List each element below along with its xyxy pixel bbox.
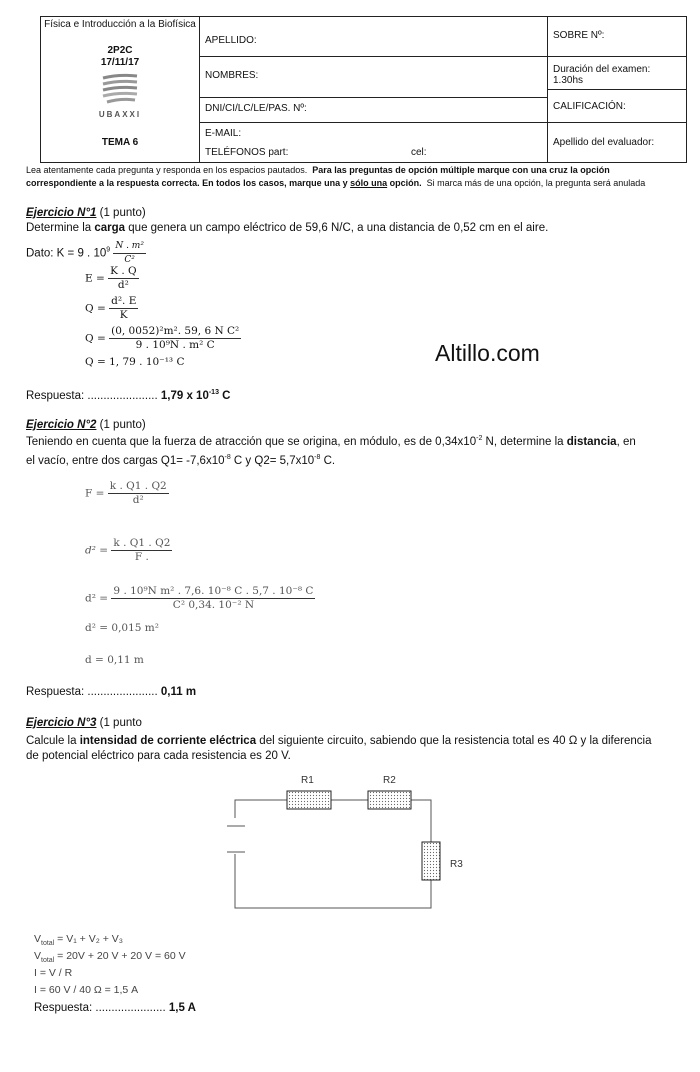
ej1-f1-num: K . Q bbox=[110, 265, 137, 277]
calificacion-label: CALIFICACIÓN: bbox=[553, 101, 626, 112]
ej1-f4-val: 1, 79 . 10⁻¹³ C bbox=[109, 356, 185, 368]
ej3-s1-v: V bbox=[34, 933, 42, 945]
ej2-formula-3 bbox=[85, 585, 315, 612]
wire-bottom bbox=[235, 854, 431, 908]
ej1-f1-lhs: E = bbox=[85, 272, 105, 285]
ej1-f2-frac bbox=[109, 295, 138, 322]
ej2-answer-value: 0,11 m bbox=[160, 686, 197, 698]
instructions-text: Lea atentamente cada pregunta y responda en los espacios pautados. bbox=[26, 165, 308, 175]
nombres-label: NOMBRES: bbox=[205, 70, 259, 81]
ej1-f2-den: K bbox=[119, 309, 128, 321]
ej2-f1-den: d² bbox=[132, 494, 144, 506]
dni-label: DNI/CI/LC/LE/PAS. Nº: bbox=[205, 103, 307, 114]
ej2-f1-lhs: F = bbox=[85, 487, 105, 500]
ej3-s2-sub: total bbox=[41, 957, 55, 965]
ej3-points: (1 punto bbox=[99, 717, 142, 729]
ej2-f1-num: k . Q1 . Q2 bbox=[109, 480, 167, 492]
instructions-line-1 bbox=[26, 165, 610, 175]
ej1-dato-text: Dato: K = 9 . 10 bbox=[26, 247, 107, 260]
ej2-answer bbox=[26, 686, 196, 698]
ej3-s1-rest: = V₁ + V₂ + V₃ bbox=[54, 933, 124, 945]
ej2-q1-mid: N, determine la bbox=[482, 435, 567, 448]
ej2-f1-frac bbox=[108, 480, 169, 507]
ej1-formula-4 bbox=[85, 356, 185, 368]
ej1-dato-frac bbox=[113, 240, 146, 267]
ej3-answer bbox=[34, 1002, 196, 1014]
apellido-label: APELLIDO: bbox=[205, 35, 257, 46]
ej1-f3-lhs: Q = bbox=[85, 332, 106, 345]
circuit-diagram bbox=[225, 770, 485, 915]
telefonos-label: TELÉFONOS part: bbox=[205, 147, 289, 158]
ej2-f2-den: F . bbox=[134, 551, 149, 563]
ej3-q1-bold: intensidad de corriente eléctrica bbox=[79, 735, 257, 747]
ej2-f3-lhs: d² = bbox=[85, 592, 109, 605]
ej1-f4-lhs: Q = bbox=[85, 356, 106, 368]
instructions-bold-2: correspondiente a la respuesta correcta. En todos los casos, marque una y bbox=[26, 178, 351, 188]
ej2-q2-exp2: -8 bbox=[314, 454, 321, 461]
ej3-q1-pre: Calcule la bbox=[26, 735, 80, 747]
r3-label: R3 bbox=[450, 859, 463, 870]
resistor-r3 bbox=[422, 842, 440, 880]
ej2-f3-den: C² 0,34. 10⁻² N bbox=[172, 599, 255, 611]
logo-text: UBAXXI bbox=[98, 110, 142, 119]
ej1-answer-unit: C bbox=[218, 389, 231, 402]
ej2-formula-4: d² = 0,015 m² bbox=[85, 622, 159, 634]
ej2-q1-pre: Teniendo en cuenta que la fuerza de atracción que se origina, en módulo, es de 0,34x10 bbox=[26, 435, 477, 448]
ej1-points: (1 punto) bbox=[99, 207, 146, 219]
ej1-formula-3 bbox=[85, 325, 241, 352]
ej1-dato bbox=[26, 240, 146, 267]
ej3-q1-post: del siguiente circuito, sabiendo que la resistencia total es 40 Ω y la diferencia bbox=[256, 735, 652, 747]
ej3-heading bbox=[26, 717, 142, 729]
header-table bbox=[40, 16, 687, 163]
ej2-q2-c: C. bbox=[320, 454, 336, 467]
ej1-f2-num: d². E bbox=[111, 295, 137, 307]
watermark: Altillo.com bbox=[435, 340, 540, 366]
ej2-q1-post: , en bbox=[616, 435, 636, 448]
ej2-f2-frac bbox=[111, 537, 172, 564]
ej1-f2-lhs: Q = bbox=[85, 302, 106, 315]
ej1-answer-value: 1,79 x 10 bbox=[160, 389, 209, 402]
email-label: E-MAIL: bbox=[205, 128, 242, 139]
ej2-q2-a: el vacío, entre dos cargas Q1= -7,6x10 bbox=[26, 454, 225, 467]
ej1-question bbox=[26, 222, 548, 234]
resistor-r1 bbox=[287, 791, 331, 809]
r1-label: R1 bbox=[301, 775, 314, 786]
ej1-f3-frac bbox=[109, 325, 241, 352]
instructions-warning: Si marca más de una opción, la pregunta será anulada bbox=[426, 178, 646, 188]
ej2-question-1 bbox=[26, 435, 636, 448]
ej2-title: Ejercicio N°2 bbox=[26, 419, 97, 431]
ej2-f2-num: k . Q1 . Q2 bbox=[113, 537, 171, 549]
r2-label: R2 bbox=[383, 775, 396, 786]
ej2-f2-lhs: d² = bbox=[85, 544, 109, 557]
instructions-bold: Para las preguntas de opción múltiple marque con una cruz la opción bbox=[312, 165, 610, 175]
ej3-s2-rest: = 20V + 20 V + 20 V = 60 V bbox=[54, 950, 186, 962]
ej2-q1-exp: -2 bbox=[476, 435, 483, 442]
ej2-q2-b: C y Q2= 5,7x10 bbox=[230, 454, 315, 467]
exam-date: 17/11/17 bbox=[100, 57, 140, 68]
ej1-formula-1 bbox=[85, 265, 139, 292]
ej3-s2-v: V bbox=[34, 950, 42, 962]
instructions-bold-3: opción. bbox=[387, 178, 422, 188]
ej1-answer bbox=[26, 389, 230, 402]
course-name: Física e Introducción a la Biofísica bbox=[44, 19, 196, 30]
ej3-step-1 bbox=[34, 933, 123, 947]
ej3-s1-sub: total bbox=[41, 940, 55, 948]
ej3-step-4: I = 60 V / 40 Ω = 1,5 A bbox=[34, 984, 139, 996]
instructions-line-2 bbox=[26, 178, 645, 188]
resistor-r2 bbox=[368, 791, 411, 809]
ej3-answer-value: 1,5 A bbox=[168, 1002, 196, 1014]
ej2-formula-2 bbox=[85, 537, 172, 564]
sobre-label: SOBRE Nº: bbox=[553, 30, 605, 41]
wire-top-left bbox=[235, 800, 287, 818]
ej1-answer-label: Respuesta: ...................... bbox=[26, 389, 158, 402]
ej1-q-pre: Determine la bbox=[26, 222, 95, 234]
ej1-f3-num: (0, 0052)²m². 59, 6 N C² bbox=[111, 325, 240, 337]
ej3-title: Ejercicio N°3 bbox=[26, 717, 97, 729]
ej1-q-post: que genera un campo eléctrico de 59,6 N/C, a una distancia de 0,52 cm en el aire. bbox=[125, 222, 549, 234]
ej1-formula-2 bbox=[85, 295, 138, 322]
ej2-heading bbox=[26, 419, 146, 431]
wire-right bbox=[411, 800, 431, 842]
ej3-answer-label: Respuesta: ...................... bbox=[34, 1002, 166, 1014]
ej1-heading bbox=[26, 207, 146, 219]
ej1-answer-exp: -13 bbox=[208, 389, 219, 396]
evaluador-label: Apellido del evaluador: bbox=[553, 137, 655, 148]
ej2-f3-frac bbox=[111, 585, 315, 612]
ej1-dato-exp: 9 bbox=[106, 246, 111, 254]
ej2-formula-1 bbox=[85, 480, 169, 507]
course-code: 2P2C bbox=[107, 45, 133, 56]
ej2-answer-label: Respuesta: ...................... bbox=[26, 686, 158, 698]
cel-label: cel: bbox=[411, 147, 427, 158]
ej3-step-2 bbox=[34, 950, 186, 964]
ej2-q2-exp1: -8 bbox=[224, 454, 231, 461]
ej1-q-bold: carga bbox=[94, 222, 126, 234]
ej2-question-2 bbox=[26, 454, 335, 467]
ej1-dato-num: N . m² bbox=[113, 240, 146, 254]
ej3-step-3: I = V / R bbox=[34, 967, 73, 979]
ej2-q1-bold: distancia bbox=[566, 435, 617, 448]
tema: TEMA 6 bbox=[101, 137, 139, 148]
ej1-f1-frac bbox=[108, 265, 138, 292]
ej3-question-2: de potencial eléctrico para cada resistencia es 20 V. bbox=[26, 750, 291, 762]
ej1-f1-den: d² bbox=[117, 279, 129, 291]
ej1-title: Ejercicio N°1 bbox=[26, 207, 97, 219]
ubaxxi-logo-icon bbox=[99, 72, 141, 108]
ej1-dato-den: C² bbox=[124, 255, 135, 265]
ej3-question-1 bbox=[26, 735, 651, 747]
duracion-label: Duración del examen: 1.30hs bbox=[553, 64, 651, 86]
ej2-points: (1 punto) bbox=[99, 419, 146, 431]
ej2-f3-num: 9 . 10⁹N m² . 7,6. 10⁻⁸ C . 5,7 . 10⁻⁸ C bbox=[113, 585, 314, 597]
ej2-formula-5: d = 0,11 m bbox=[85, 654, 144, 666]
instructions-underline: sólo una bbox=[350, 178, 388, 188]
ej1-f3-den: 9 . 10⁹N . m² C bbox=[135, 339, 215, 351]
